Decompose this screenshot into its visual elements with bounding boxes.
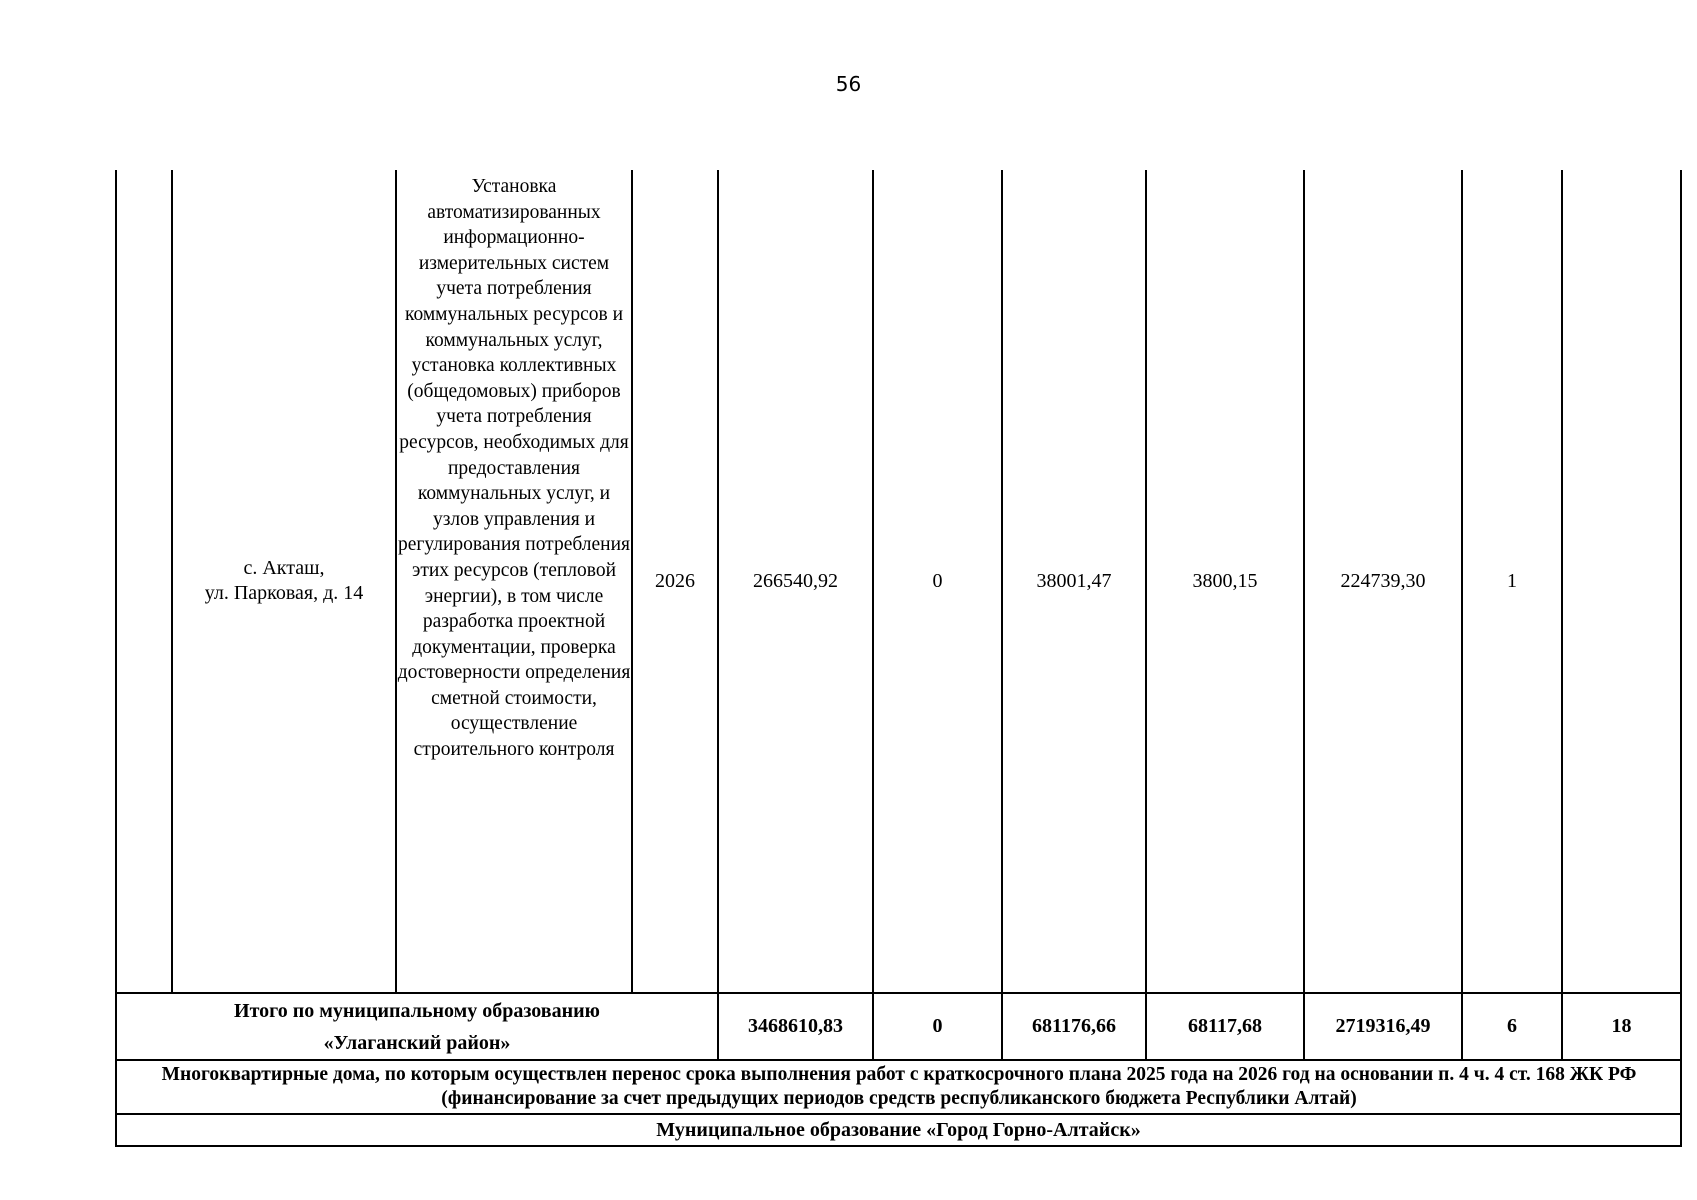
year-cell: 2026 <box>655 569 695 592</box>
count-cell: 1 <box>1507 569 1517 592</box>
cost-col-b-cell: 38001,47 <box>1036 569 1112 592</box>
total-col-a-cell: 0 <box>932 1015 943 1037</box>
address-cell: с. Акташ, ул. Парковая, д. 14 <box>204 557 364 604</box>
table-border-right <box>1680 170 1682 1145</box>
cost-col-d-cell: 224739,30 <box>1340 569 1426 592</box>
total-col-b-cell: 681176,66 <box>1032 1015 1116 1037</box>
municipality-heading-row: Муниципальное образование «Город Горно-Алтайск» <box>656 1118 1141 1141</box>
total-count2-cell: 18 <box>1611 1015 1632 1037</box>
cost-col-a-cell: 0 <box>932 569 943 592</box>
total-count1-cell: 6 <box>1507 1015 1517 1037</box>
total-cost-cell: 266540,92 <box>753 569 838 592</box>
table-border-bottom <box>115 1145 1682 1147</box>
total-col-c-cell: 68117,68 <box>1188 1015 1262 1037</box>
work-type-cell: Установка автоматизированных информационно-измерительных систем учета потребления коммунальных ресурсов и коммунальных услуг, установка коллективных (общедомовых) приборов учета потребления ресурсов, необходимых для предоставления коммунальных услуг, и узлов управления и регулирования потребления этих ресурсов (тепловой энергии), в том числе разработка проектной документации, проверка достоверности определения сметной стоимости, осуществление строительного контроля <box>397 176 631 761</box>
total-sum-cell: 3468610,83 <box>748 1015 843 1037</box>
total-label-cell <box>117 994 717 1059</box>
column-divider <box>1561 170 1563 1060</box>
total-col-d-cell: 2719316,49 <box>1335 1015 1431 1037</box>
total-label-line1: Итого по муниципальному образованию <box>234 999 600 1022</box>
section-note-row: Многоквартирные дома, по которым осуществлен перенос срока выполнения работ с краткосрочного плана 2025 года на 2026 год на основании п. 4 ч. 4 ст. 168 ЖК РФ (финансирование за счет предыдущих периодов средств республиканского бюджета Республики Алтай) <box>161 1064 1637 1109</box>
page-number: 56 <box>835 72 862 96</box>
cost-col-c-cell: 3800,15 <box>1192 569 1258 592</box>
total-label-line2: «Улаганский район» <box>323 1031 511 1054</box>
